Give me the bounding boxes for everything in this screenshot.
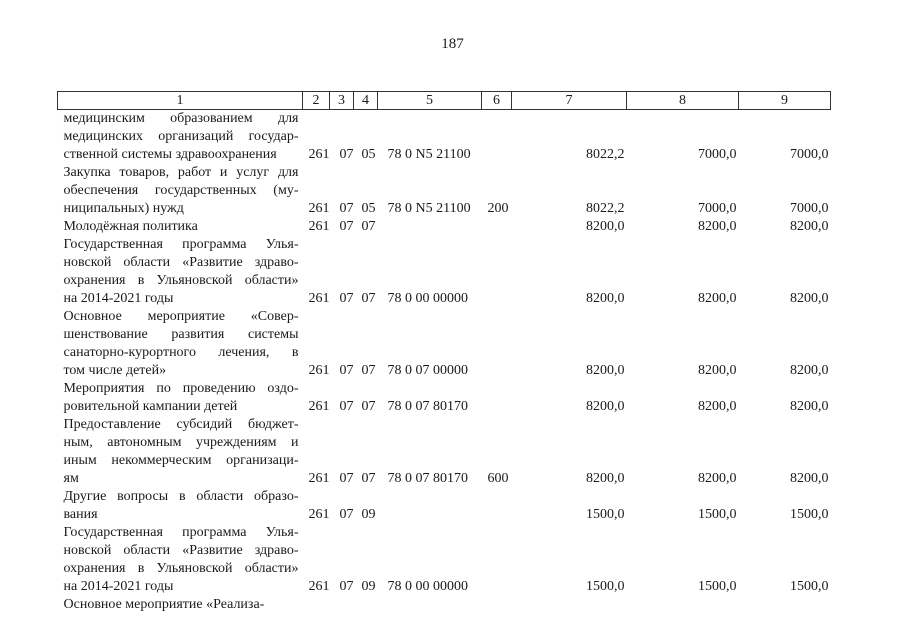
description-line: санаторно-курортного лечения, в <box>63 345 299 360</box>
header-col-9: 9 <box>739 92 831 110</box>
description-line: ям <box>63 471 79 486</box>
code-rz: 07 <box>339 579 354 594</box>
code-gr: 261 <box>308 291 330 306</box>
code-gr: 261 <box>308 399 330 414</box>
amount-2021: 8200,0 <box>698 471 737 486</box>
table-row <box>58 164 831 218</box>
amount-2020 <box>512 596 627 614</box>
code-gr: 261 <box>308 471 330 486</box>
code-pr: 05 <box>361 201 376 216</box>
code-pr: 07 <box>361 399 376 414</box>
code-gr: 261 <box>308 201 330 216</box>
row-description <box>58 164 303 218</box>
amount-2021: 8200,0 <box>698 291 737 306</box>
table-row <box>58 524 831 596</box>
description-line: ным, автономным учреждениям и <box>63 435 299 450</box>
code-csr: 78 0 00 00000 <box>387 291 468 306</box>
code-rz: 07 <box>339 471 354 486</box>
code-vr <box>482 218 512 236</box>
amount-2020: 8022,2 <box>586 147 625 162</box>
code-csr: 78 0 N5 21100 <box>387 201 471 216</box>
code-rz: 07 <box>339 291 354 306</box>
description-line: Государственная программа Улья- <box>63 525 299 540</box>
header-col-2: 2 <box>303 92 330 110</box>
amount-2022 <box>739 596 831 614</box>
amount-2020: 1500,0 <box>586 507 625 522</box>
code-rz: 07 <box>339 363 354 378</box>
description-line: на 2014-2021 годы <box>63 291 174 306</box>
code-gr: 261 <box>308 507 330 522</box>
code-csr <box>378 218 482 236</box>
page-number: 187 <box>441 36 464 52</box>
row-description <box>58 488 303 524</box>
description-line: Закупка товаров, работ и услуг для <box>63 165 299 180</box>
code-vr: 200 <box>487 201 509 216</box>
amount-2021: 8200,0 <box>698 219 737 234</box>
code-gr <box>303 596 330 614</box>
code-pr <box>354 596 378 614</box>
description-line: новской области «Развитие здраво- <box>63 543 299 558</box>
amount-2022: 1500,0 <box>790 579 829 594</box>
row-description <box>58 308 303 380</box>
description-line: медицинских организаций государ- <box>63 129 299 144</box>
code-pr: 07 <box>361 363 376 378</box>
description-line: Молодёжная политика <box>63 219 198 234</box>
description-line: ровительной кампании детей <box>63 399 238 414</box>
code-csr: 78 0 07 80170 <box>387 399 468 414</box>
code-gr: 261 <box>308 147 330 162</box>
row-description <box>58 236 303 308</box>
header-col-3: 3 <box>330 92 354 110</box>
table-row <box>58 596 831 614</box>
code-rz: 07 <box>339 147 354 162</box>
table-row <box>58 308 831 380</box>
row-description <box>58 380 303 416</box>
amount-2022: 1500,0 <box>790 507 829 522</box>
amount-2021: 8200,0 <box>698 363 737 378</box>
code-rz: 07 <box>339 507 354 522</box>
code-csr <box>378 488 482 524</box>
code-rz: 07 <box>339 399 354 414</box>
amount-2020: 1500,0 <box>586 579 625 594</box>
header-col-4: 4 <box>354 92 378 110</box>
code-pr: 07 <box>361 291 376 306</box>
description-line: иным некоммерческим организаци- <box>63 453 299 468</box>
code-vr <box>482 524 512 596</box>
code-rz <box>330 596 354 614</box>
code-rz: 07 <box>339 219 354 234</box>
header-col-6: 6 <box>482 92 512 110</box>
amount-2021: 1500,0 <box>698 507 737 522</box>
code-vr: 600 <box>487 471 509 486</box>
amount-2021: 1500,0 <box>698 579 737 594</box>
code-pr: 07 <box>361 219 376 234</box>
amount-2020: 8200,0 <box>586 363 625 378</box>
description-line: новской области «Развитие здраво- <box>63 255 299 270</box>
description-line: медицинским образованием для <box>63 111 299 126</box>
description-line: обеспечения государственных (му- <box>63 183 299 198</box>
code-pr: 07 <box>361 471 376 486</box>
code-csr: 78 0 00 00000 <box>387 579 468 594</box>
amount-2021: 7000,0 <box>698 147 737 162</box>
code-pr: 09 <box>361 579 376 594</box>
amount-2021: 8200,0 <box>698 399 737 414</box>
header-col-7: 7 <box>512 92 627 110</box>
code-gr: 261 <box>308 363 330 378</box>
amount-2020: 8200,0 <box>586 291 625 306</box>
amount-2020: 8200,0 <box>586 471 625 486</box>
row-description <box>58 110 303 165</box>
amount-2020: 8200,0 <box>586 399 625 414</box>
table-row <box>58 488 831 524</box>
description-line: на 2014-2021 годы <box>63 579 174 594</box>
code-gr: 261 <box>308 219 330 234</box>
amount-2022: 7000,0 <box>790 201 829 216</box>
code-vr <box>482 308 512 380</box>
amount-2020: 8022,2 <box>586 201 625 216</box>
row-description <box>58 416 303 488</box>
code-csr <box>378 596 482 614</box>
table-body <box>58 110 831 615</box>
header-col-8: 8 <box>627 92 739 110</box>
description-line: вания <box>63 507 98 522</box>
amount-2021 <box>627 596 739 614</box>
table-row <box>58 218 831 236</box>
row-description <box>58 596 303 614</box>
row-description <box>58 218 303 236</box>
row-description <box>58 524 303 596</box>
code-rz: 07 <box>339 201 354 216</box>
code-vr <box>482 236 512 308</box>
amount-2021: 7000,0 <box>698 201 737 216</box>
description-line: ственной системы здравоохранения <box>63 147 277 162</box>
description-line: Основное мероприятие «Реализа- <box>63 597 265 612</box>
code-pr: 05 <box>361 147 376 162</box>
header-col-5: 5 <box>378 92 482 110</box>
amount-2022: 8200,0 <box>790 291 829 306</box>
code-csr: 78 0 07 00000 <box>387 363 468 378</box>
description-line: Государственная программа Улья- <box>63 237 299 252</box>
description-line: охранения в Ульяновской области» <box>63 273 299 288</box>
amount-2022: 8200,0 <box>790 399 829 414</box>
description-line: Предоставление субсидий бюджет- <box>63 417 299 432</box>
amount-2022: 7000,0 <box>790 147 829 162</box>
code-vr <box>482 488 512 524</box>
table-row <box>58 380 831 416</box>
description-line: Мероприятия по проведению оздо- <box>63 381 299 396</box>
code-csr: 78 0 07 80170 <box>387 471 468 486</box>
description-line: Другие вопросы в области образо- <box>63 489 299 504</box>
amount-2020: 8200,0 <box>586 219 625 234</box>
budget-table <box>57 91 831 614</box>
description-line: ниципальных) нужд <box>63 201 184 216</box>
code-csr: 78 0 N5 21100 <box>387 147 471 162</box>
description-line: шенствование развития системы <box>63 327 299 342</box>
code-vr <box>482 380 512 416</box>
amount-2022: 8200,0 <box>790 471 829 486</box>
code-vr <box>482 596 512 614</box>
amount-2022: 8200,0 <box>790 363 829 378</box>
table-row <box>58 416 831 488</box>
header-row <box>58 92 831 110</box>
description-line: том числе детей» <box>63 363 167 378</box>
table-row <box>58 110 831 165</box>
header-col-1: 1 <box>58 92 303 110</box>
code-pr: 09 <box>361 507 376 522</box>
description-line: Основное мероприятие «Совер- <box>63 309 299 324</box>
code-gr: 261 <box>308 579 330 594</box>
code-vr <box>482 110 512 165</box>
amount-2022: 8200,0 <box>790 219 829 234</box>
table-row <box>58 236 831 308</box>
description-line: охранения в Ульяновской области» <box>63 561 299 576</box>
